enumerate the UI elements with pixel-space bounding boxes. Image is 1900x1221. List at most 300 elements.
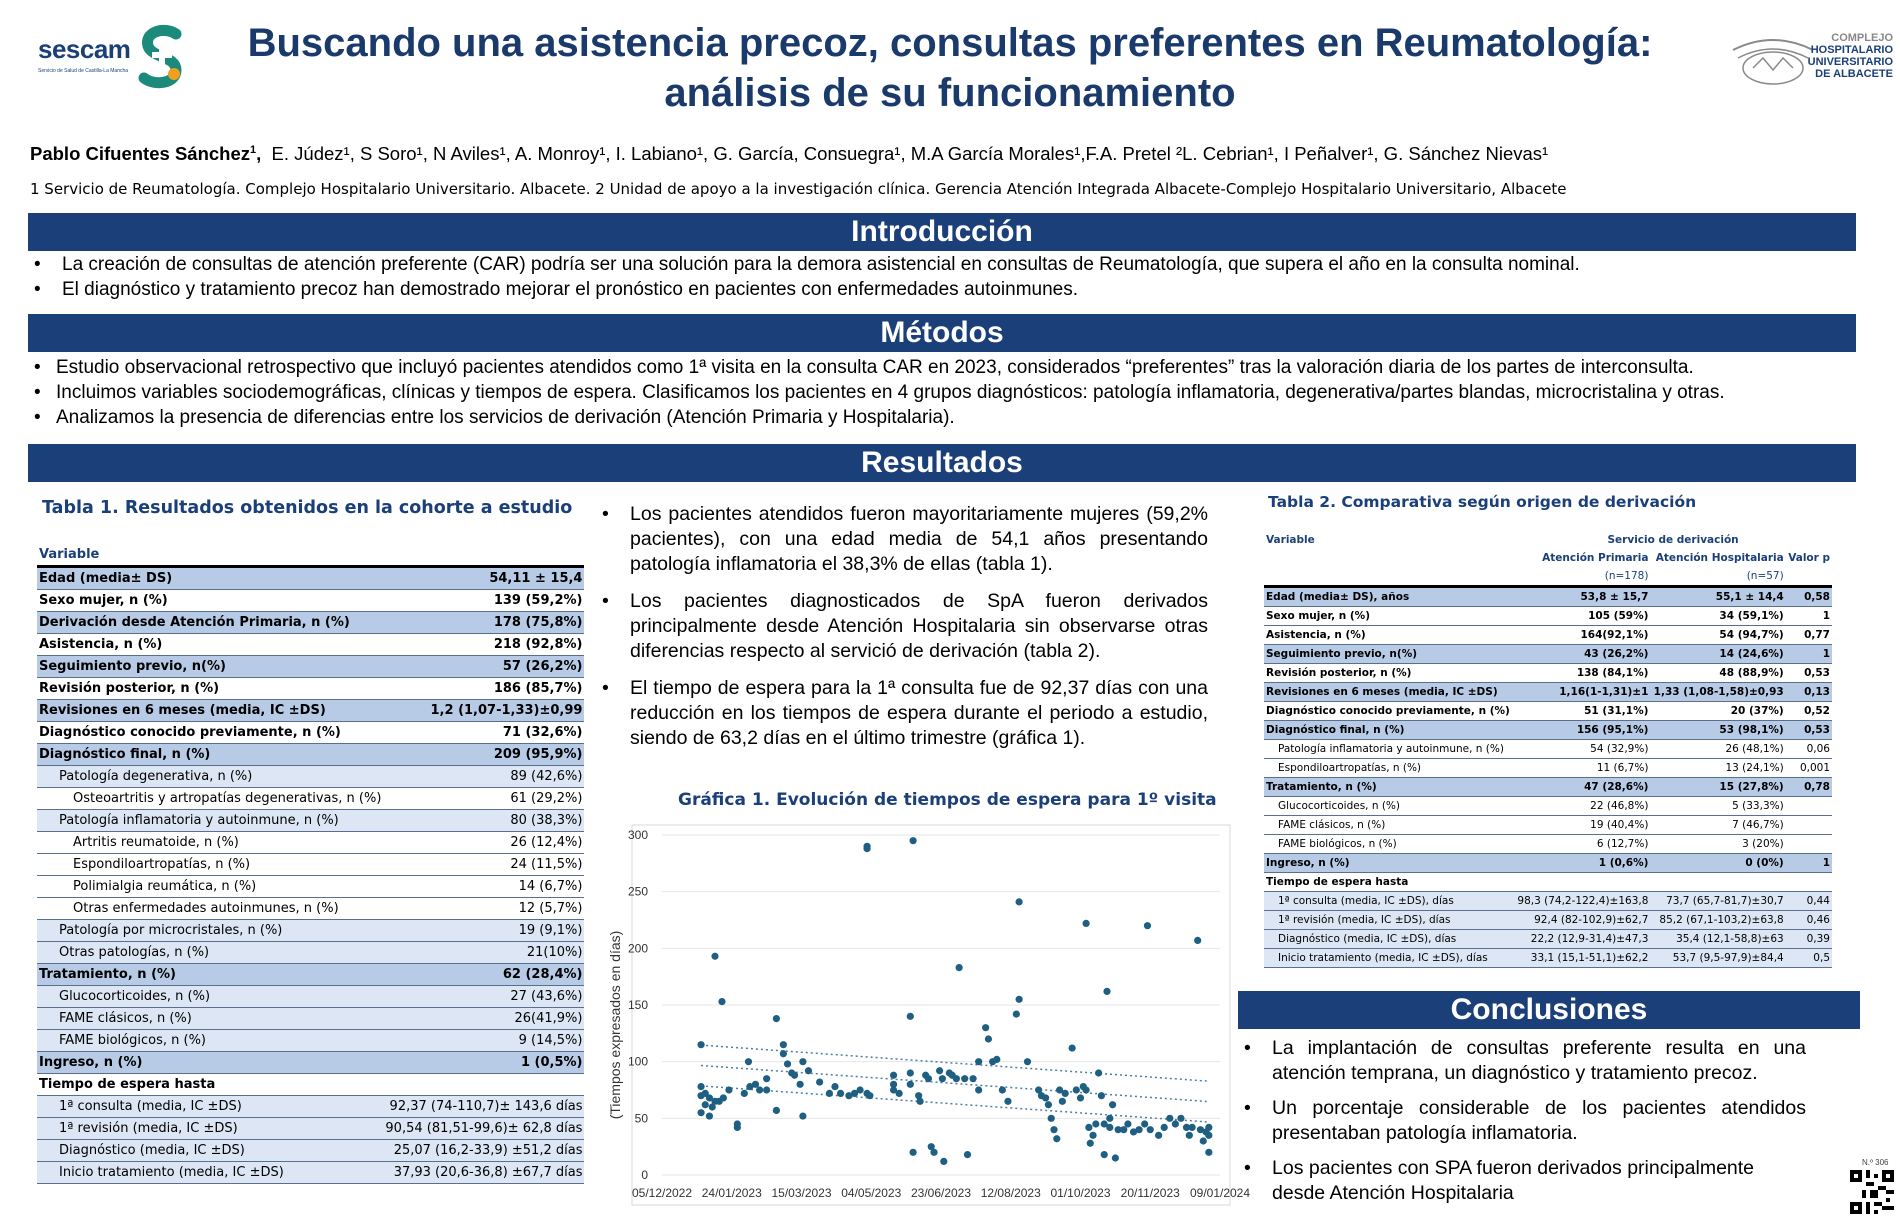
chart-x-tick-label: 15/03/2023: [771, 1186, 832, 1200]
chart-point: [1205, 1124, 1212, 1131]
table2-row: [1264, 835, 1832, 854]
chart-point: [780, 1050, 787, 1057]
chart-point: [907, 1013, 914, 1020]
chart-trendline: [701, 1065, 1209, 1101]
table1-label: Diagnóstico (media, IC ±DS): [37, 1140, 383, 1162]
chart-point: [1177, 1115, 1184, 1122]
chart-point: [797, 1081, 804, 1088]
table2-ah-value: 3 (20%): [1650, 835, 1785, 854]
table2-col-ah: Atención Hospitalaria: [1655, 552, 1784, 564]
table2-p-value: 0,001: [1786, 759, 1832, 778]
sescam-logo-subtitle: Servicio de Salud de Castilla-La Mancha: [38, 68, 129, 74]
table2-caption: Tabla 2. Comparativa según origen de derivación: [1268, 493, 1697, 511]
table2-ah-value: 53 (98,1%): [1650, 721, 1785, 740]
hospital-emblem-icon: [1728, 30, 1818, 90]
table2-p-value: [1786, 816, 1832, 835]
chart-trend-bound: [701, 1086, 1209, 1122]
chart-point: [763, 1075, 770, 1082]
chart-y-tick-label: 100: [627, 1054, 648, 1069]
table2-label: Tratamiento, n (%): [1264, 778, 1514, 797]
table1-label: Patología degenerativa, n (%): [37, 766, 383, 788]
chart-point: [1147, 1126, 1154, 1133]
conclusions-heading: Conclusiones: [1238, 991, 1860, 1029]
methods-bullet: • Analizamos la presencia de diferencias entre los servicios de derivación (Atención Primaria y Hospitalaria).: [28, 405, 1878, 430]
chart-point: [1053, 1135, 1060, 1142]
co-authors: E. Júdez¹, S Soro¹, N Aviles¹, A. Monroy¹, I. Labiano¹, G. García, Consuegra¹, M.A García Morales¹,F.A. Pretel ²L. Cebrian¹, I Peñalver¹, G. Sánchez Nievas¹: [271, 143, 1549, 164]
table1-row: [37, 700, 584, 722]
table2-ah-value: 0 (0%): [1650, 854, 1785, 873]
chart-point: [1016, 996, 1023, 1003]
table2-row: [1264, 854, 1832, 873]
chart-point: [780, 1041, 787, 1048]
table2-ap-value: 92,4 (82-102,9)±62,7: [1514, 911, 1650, 930]
chart-point: [863, 845, 870, 852]
table1-label: Derivación desde Atención Primaria, n (%): [37, 612, 383, 634]
table1-row: [37, 876, 584, 898]
conclusions-bullet: • Un porcentaje considerable de los pacientes atendidos presentaban patología inflamatoria.: [1238, 1096, 1806, 1146]
chart-point: [1141, 1120, 1148, 1127]
chart-point: [799, 1112, 806, 1119]
chart-y-tick-label: 200: [627, 941, 648, 956]
table2-label: Tiempo de espera hasta: [1264, 873, 1514, 892]
table1-label: Ingreso, n (%): [37, 1052, 383, 1074]
methods-bullet: • Estudio observacional retrospectivo que incluyó pacientes atendidos como 1ª visita en la consulta CAR en 2023, considerados “preferentes” tras la valoración diaria de los partes de interconsulta.: [28, 355, 1878, 380]
chart-point: [831, 1083, 838, 1090]
conclusions-bullet: • La implantación de consultas preferente resulta en una atención temprana, un diagnóstico y tratamiento precoz.: [1238, 1036, 1806, 1086]
table1-row: [37, 634, 584, 656]
table2-ah-value: 85,2 (67,1-103,2)±63,8: [1650, 911, 1785, 930]
table2-p-value: 1: [1786, 854, 1832, 873]
poster-title: [200, 18, 1700, 118]
table1-row: [37, 1096, 584, 1118]
table1-label: FAME clásicos, n (%): [37, 1008, 383, 1030]
table2-n-ah: (n=57): [1650, 567, 1785, 587]
table2-p-value: 0,5: [1786, 949, 1832, 968]
table2-p-value: 0,44: [1786, 892, 1832, 911]
chart-y-tick-label: 50: [634, 1111, 648, 1126]
chart-x-tick-label: 20/11/2023: [1120, 1186, 1180, 1200]
chart-point: [1050, 1126, 1057, 1133]
results-bullet: • El tiempo de espera para la 1ª consulta fue de 92,37 días con una reducción en los tiempos de espera durante el periodo a estudio, siendo de 63,2 días en el último trimestre (gráfica 1).: [596, 676, 1208, 751]
table1-row: [37, 656, 584, 678]
sescam-logo: [38, 24, 188, 90]
table1-row: [37, 567, 584, 590]
table1-row: [37, 964, 584, 986]
table2-row: [1264, 740, 1832, 759]
table1-label: Patología inflamatoria y autoinmune, n (%): [37, 810, 383, 832]
chart-y-tick-label: 150: [627, 998, 648, 1012]
table1-caption: Tabla 1. Resultados obtenidos en la cohorte a estudio: [42, 498, 573, 518]
table2-p-value: 0,46: [1786, 911, 1832, 930]
chart-point: [1109, 1101, 1116, 1108]
chart-y-axis-label: (Tiempos expresados en días): [607, 930, 623, 1120]
chart-point: [702, 1101, 709, 1108]
table2-ah-value: 1,33 (1,08-1,58)±0,93: [1650, 683, 1785, 702]
chart-point: [1166, 1115, 1173, 1122]
table2-label: Inicio tratamiento (media, IC ±DS), días: [1264, 949, 1514, 968]
table2-p-value: [1786, 797, 1832, 816]
table1-value: 26 (12,4%): [383, 832, 584, 854]
table2-label: Diagnóstico final, n (%): [1264, 721, 1514, 740]
table2-p-value: 0,39: [1786, 930, 1832, 949]
table2-row: [1264, 797, 1832, 816]
chart-point: [718, 998, 725, 1005]
table2: [1264, 531, 1832, 968]
table2-label: Espondiloartropatías, n (%): [1264, 759, 1514, 778]
chart-point: [1112, 1154, 1119, 1161]
table2-n-ap: (n=178): [1514, 567, 1650, 587]
table1-label: Artritis reumatoide, n (%): [37, 832, 383, 854]
table2-ap-value: 22,2 (12,9-31,4)±47,3: [1514, 930, 1650, 949]
table2-row: [1264, 816, 1832, 835]
table2-ah-value: 7 (46,7%): [1650, 816, 1785, 835]
chart-point: [1106, 1115, 1113, 1122]
table1-label: Sexo mujer, n (%): [37, 590, 383, 612]
table2-ah-value: [1650, 873, 1785, 892]
poster-number: N.º 306: [1862, 1158, 1889, 1167]
table1-value: 1 (0,5%): [383, 1052, 584, 1074]
chart-point: [1004, 1098, 1011, 1105]
table2-label: Revisiones en 6 meses (media, IC ±DS): [1264, 683, 1514, 702]
lead-author: Pablo Cifuentes Sánchez: [30, 143, 250, 164]
chart-point: [706, 1112, 713, 1119]
table1-value: 26(41,9%): [383, 1008, 584, 1030]
table1-row: [37, 1140, 584, 1162]
chart-point: [826, 1090, 833, 1097]
chart-point: [1016, 898, 1023, 905]
chart-point: [1186, 1132, 1193, 1139]
table1-label: Asistencia, n (%): [37, 634, 383, 656]
table1-label: Otras patologías, n (%): [37, 942, 383, 964]
chart-point: [916, 1098, 923, 1105]
table2-ap-value: 53,8 ± 15,7: [1514, 587, 1650, 607]
table2-ah-value: 54 (94,7%): [1650, 626, 1785, 645]
table1-value: 178 (75,8%): [383, 612, 584, 634]
table2-row: [1264, 759, 1832, 778]
chart-x-tick-label: 12/08/2023: [980, 1186, 1041, 1200]
chart-point: [1172, 1120, 1179, 1127]
table1-label: Polimialgia reumática, n (%): [37, 876, 383, 898]
table1-label: Diagnóstico conocido previamente, n (%): [37, 722, 383, 744]
table1-row: [37, 942, 584, 964]
chart-point: [1013, 1010, 1020, 1017]
table1-value: 139 (59,2%): [383, 590, 584, 612]
chart-point: [907, 1069, 914, 1076]
chart-point: [1077, 1094, 1084, 1101]
table2-ap-value: 19 (40,4%): [1514, 816, 1650, 835]
table1-label: Glucocorticoides, n (%): [37, 986, 383, 1008]
table2-label: Diagnóstico (media, IC ±DS), días: [1264, 930, 1514, 949]
table1-value: 209 (95,9%): [383, 744, 584, 766]
table2-label: FAME clásicos, n (%): [1264, 816, 1514, 835]
table1-label: Revisiones en 6 meses (media, IC ±DS): [37, 700, 383, 722]
table2-p-value: 0,77: [1786, 626, 1832, 645]
table1-value: 1,2 (1,07-1,33)±0,99: [383, 700, 584, 722]
chart-point: [1089, 1132, 1096, 1139]
chart-point: [1095, 1069, 1102, 1076]
table1-label: FAME biológicos, n (%): [37, 1030, 383, 1052]
chart-x-tick-label: 01/10/2023: [1050, 1186, 1111, 1200]
table2-label: Asistencia, n (%): [1264, 626, 1514, 645]
table2-ah-value: 20 (37%): [1650, 702, 1785, 721]
chart-point: [1085, 1124, 1092, 1131]
table2-ap-value: 22 (46,8%): [1514, 797, 1650, 816]
chart-point: [961, 1075, 968, 1082]
table1-value: 25,07 (16,2-33,9) ±51,2 días: [383, 1140, 584, 1162]
chart-point: [1087, 1140, 1094, 1147]
chart-x-tick-label: 04/05/2023: [841, 1186, 902, 1200]
methods-heading: Métodos: [28, 314, 1856, 352]
chart-point: [697, 1041, 704, 1048]
table2-row: [1264, 626, 1832, 645]
table2-ap-value: 1 (0,6%): [1514, 854, 1650, 873]
table1-value: 27 (43,6%): [383, 986, 584, 1008]
table1-value: [383, 1074, 584, 1096]
sescam-s-icon: [136, 26, 188, 88]
chart-point: [985, 1035, 992, 1042]
chart-point: [1082, 1086, 1089, 1093]
chart-point: [1194, 937, 1201, 944]
chart-point: [890, 1072, 897, 1079]
hospital-logo-line: DE ALBACETE: [1815, 68, 1893, 80]
chart-point: [940, 1158, 947, 1165]
chart-point: [837, 1090, 844, 1097]
chart-point: [925, 1075, 932, 1082]
table1-header-row: [37, 544, 584, 567]
table2-ah-value: 48 (88,9%): [1650, 664, 1785, 683]
table2-ap-value: 43 (26,2%): [1514, 645, 1650, 664]
table1-label: Espondiloartropatías, n (%): [37, 854, 383, 876]
table2-p-value: 0,78: [1786, 778, 1832, 797]
table2-ah-value: 26 (48,1%): [1650, 740, 1785, 759]
table1-row: [37, 722, 584, 744]
table2-p-value: 1: [1786, 607, 1832, 626]
table2-ah-value: 13 (24,1%): [1650, 759, 1785, 778]
chart-point: [964, 1151, 971, 1158]
table2-col-header-row: [1264, 549, 1832, 567]
intro-bullet: • El diagnóstico y tratamiento precoz han demostrado mejorar el pronóstico en pacientes con enfermedades autoinmunes.: [28, 277, 1868, 302]
table2-row: [1264, 892, 1832, 911]
chart-point: [745, 1058, 752, 1065]
table2-label: 1ª revisión (media, IC ±DS), días: [1264, 911, 1514, 930]
table2-row: [1264, 587, 1832, 607]
table1-row: [37, 986, 584, 1008]
table2-p-value: [1786, 835, 1832, 854]
intro-heading: Introducción: [28, 213, 1856, 251]
results-list: [596, 502, 1208, 751]
chart-point: [1155, 1132, 1162, 1139]
table2-ap-value: 98,3 (74,2-122,4)±163,8: [1514, 892, 1650, 911]
chart-point: [1073, 1086, 1080, 1093]
table1-row: [37, 1030, 584, 1052]
hospital-logo-text: [1808, 32, 1893, 80]
table1-label: Diagnóstico final, n (%): [37, 744, 383, 766]
table1-value: 57 (26,2%): [383, 656, 584, 678]
chart-point: [1069, 1044, 1076, 1051]
table1-value: 9 (14,5%): [383, 1030, 584, 1052]
hospital-logo: [1728, 30, 1893, 92]
hospital-logo-line: UNIVERSITARIO: [1807, 56, 1893, 68]
table2-label: 1ª consulta (media, IC ±DS), días: [1264, 892, 1514, 911]
conclusions-list: [1238, 1036, 1806, 1206]
chart-point: [953, 1075, 960, 1082]
chart-point: [1103, 988, 1110, 995]
table2-row: [1264, 911, 1832, 930]
table1-value: 61 (29,2%): [383, 788, 584, 810]
chart-point: [910, 837, 917, 844]
chart-point: [1098, 1092, 1105, 1099]
table2-ap-value: 105 (59%): [1514, 607, 1650, 626]
chart-point: [816, 1078, 823, 1085]
table1-label: Inicio tratamiento (media, IC ±DS): [37, 1162, 383, 1184]
table1-value: 218 (92,8%): [383, 634, 584, 656]
chart-point: [1048, 1115, 1055, 1122]
chart-point: [741, 1090, 748, 1097]
table2-p-value: 1: [1786, 645, 1832, 664]
chart-point: [1205, 1132, 1212, 1139]
table2-ah-value: 14 (24,6%): [1650, 645, 1785, 664]
table2-p-value: 0,53: [1786, 664, 1832, 683]
table2-p-value: 0,13: [1786, 683, 1832, 702]
table2-n-row: [1264, 567, 1832, 587]
table1-row: [37, 1008, 584, 1030]
sescam-logo-text: sescam: [38, 34, 131, 64]
table2-ap-value: [1514, 873, 1650, 892]
table2-row: [1264, 930, 1832, 949]
table1-label: Edad (media± DS): [37, 567, 383, 590]
chart-point: [805, 1067, 812, 1074]
table1-row: [37, 744, 584, 766]
table1-value: 89 (42,6%): [383, 766, 584, 788]
chart-point: [896, 1090, 903, 1097]
table2-ap-value: 54 (32,9%): [1514, 740, 1650, 759]
table1: [37, 544, 584, 1184]
chart-point: [993, 1056, 1000, 1063]
table2-ap-value: 164(92,1%): [1514, 626, 1650, 645]
table1-label: 1ª revisión (media, IC ±DS): [37, 1118, 383, 1140]
table1-row: [37, 590, 584, 612]
table1-row: [37, 678, 584, 700]
chart-point: [1135, 1126, 1142, 1133]
table1-row: [37, 1052, 584, 1074]
table1-value: 14 (6,7%): [383, 876, 584, 898]
table2-label: Diagnóstico conocido previamente, n (%): [1264, 702, 1514, 721]
title-line-1: Buscando una asistencia precoz, consultas preferentes en Reumatología:: [247, 21, 1653, 65]
table1-header: Variable: [37, 544, 383, 567]
table1-label: Patología por microcristales, n (%): [37, 920, 383, 942]
table1-value: 21(10%): [383, 942, 584, 964]
waiting-time-scatter-chart: [600, 815, 1251, 1215]
table1-value: 37,93 (20,6-36,8) ±67,7 días: [383, 1162, 584, 1184]
table2-label: Seguimiento previo, n(%): [1264, 645, 1514, 664]
table1-value: 71 (32,6%): [383, 722, 584, 744]
chart-point: [720, 1094, 727, 1101]
table2-col-p: Valor p: [1788, 552, 1830, 564]
table1-row: [37, 1162, 584, 1184]
table1-row: [37, 810, 584, 832]
chart-point: [1042, 1094, 1049, 1101]
table1-label: Seguimiento previo, n(%): [37, 656, 383, 678]
table1-row: [37, 612, 584, 634]
table2-ah-value: 53,7 (9,5-97,9)±84,4: [1650, 949, 1785, 968]
authors: Pablo Cifuentes Sánchez$^1$, E. Júdez¹, S Soro¹, N Aviles¹, A. Monroy¹, I. Labiano¹, G. García, Consuegra¹, M.A García Morales¹,F.A. Pretel ²L. Cebrian¹, I Peñalver¹, G. Sánchez Nievas¹: [30, 143, 1549, 164]
table1-value: 19 (9,1%): [383, 920, 584, 942]
chart-point: [956, 964, 963, 971]
table1-row: [37, 788, 584, 810]
methods-bullet: • Incluimos variables sociodemográficas, clínicas y tiempos de espera. Clasificamos los pacientes en 4 grupos diagnósticos: patología inflamatoria, degenerativa/partes blandas, microcristalina y otras.: [28, 380, 1878, 405]
table2-ap-value: 33,1 (15,1-51,1)±62,2: [1514, 949, 1650, 968]
chart-y-tick-label: 300: [627, 828, 648, 842]
qr-code-icon: [1850, 1170, 1894, 1214]
table2-header-variable: Variable: [1266, 534, 1315, 546]
table2-row: [1264, 873, 1832, 892]
table2-ap-value: 156 (95,1%): [1514, 721, 1650, 740]
table2-ap-value: 6 (12,7%): [1514, 835, 1650, 854]
table1-value: 12 (5,7%): [383, 898, 584, 920]
table2-row: [1264, 949, 1832, 968]
table2-ap-value: 11 (6,7%): [1514, 759, 1650, 778]
table1-row: [37, 898, 584, 920]
chart-point: [1205, 1149, 1212, 1156]
chart-point: [1082, 920, 1089, 927]
results-bullet: • Los pacientes diagnosticados de SpA fueron derivados principalmente desde Atención Hospitalaria sin observarse otras diferencias respecto al servició de derivación (tabla 2).: [596, 589, 1208, 664]
table2-label: FAME biológicos, n (%): [1264, 835, 1514, 854]
title-line-2: análisis de su funcionamiento: [664, 71, 1236, 115]
table2-label: Ingreso, n (%): [1264, 854, 1514, 873]
chart-point: [856, 1086, 863, 1093]
table2-col-ap: Atención Primaria: [1542, 552, 1649, 564]
table2-row: [1264, 664, 1832, 683]
chart-point: [711, 953, 718, 960]
chart-point: [734, 1124, 741, 1131]
hospital-logo-line: HOSPITALARIO: [1810, 44, 1893, 56]
chart-point: [725, 1086, 732, 1093]
intro-bullet: • La creación de consultas de atención preferente (CAR) podría ser una solución para la demora asistencial en consultas de Reumatología, que supera el año en la consulta nominal.: [28, 252, 1868, 277]
results-bullet: • Los pacientes atendidos fueron mayoritariamente mujeres (59,2% pacientes), con una edad media de 54,1 años presentando patología inflamatoria el 38,3% de ellas (tabla 1).: [596, 502, 1208, 577]
chart-point: [697, 1109, 704, 1116]
chart-point: [1106, 1124, 1113, 1131]
table2-row: [1264, 645, 1832, 664]
table2-ap-value: 51 (31,1%): [1514, 702, 1650, 721]
chart-point: [1189, 1124, 1196, 1131]
table2-p-value: 0,06: [1786, 740, 1832, 759]
table1-value: 24 (11,5%): [383, 854, 584, 876]
table2-row: [1264, 721, 1832, 740]
chart-point: [999, 1086, 1006, 1093]
table1-label: Tratamiento, n (%): [37, 964, 383, 986]
table1-row: [37, 766, 584, 788]
table1-row: [37, 854, 584, 876]
conclusions-bullet: • Los pacientes con SPA fueron derivados principalmente desde Atención Hospitalaria: [1238, 1156, 1806, 1206]
methods-list: [28, 355, 1878, 430]
table2-ah-value: 15 (27,8%): [1650, 778, 1785, 797]
chart-x-tick-label: 05/12/2022: [631, 1186, 693, 1200]
chart-point: [1059, 1098, 1066, 1105]
chart-point: [1045, 1101, 1052, 1108]
table2-p-value: 0,58: [1786, 587, 1832, 607]
table1-label: Osteoartritis y artropatías degenerativas, n (%): [37, 788, 383, 810]
chart-point: [969, 1075, 976, 1082]
hospital-logo-line: COMPLEJO: [1831, 32, 1893, 44]
chart-point: [930, 1149, 937, 1156]
table1-value: 62 (28,4%): [383, 964, 584, 986]
results-heading: Resultados: [28, 444, 1856, 482]
affiliations: 1 Servicio de Reumatología. Complejo Hospitalario Universitario. Albacete. 2 Unidad de apoyo a la investigación clínica. Gerencia Atención Integrada Albacete-Complejo Hospitalario Universitario, Albacete: [30, 180, 1567, 198]
chart-title: Gráfica 1. Evolución de tiempos de espera para 1º visita: [678, 790, 1217, 810]
table2-p-value: 0,53: [1786, 721, 1832, 740]
table1-label: 1ª consulta (media, IC ±DS): [37, 1096, 383, 1118]
table1-value: 90,54 (81,51-99,6)± 62,8 días: [383, 1118, 584, 1140]
